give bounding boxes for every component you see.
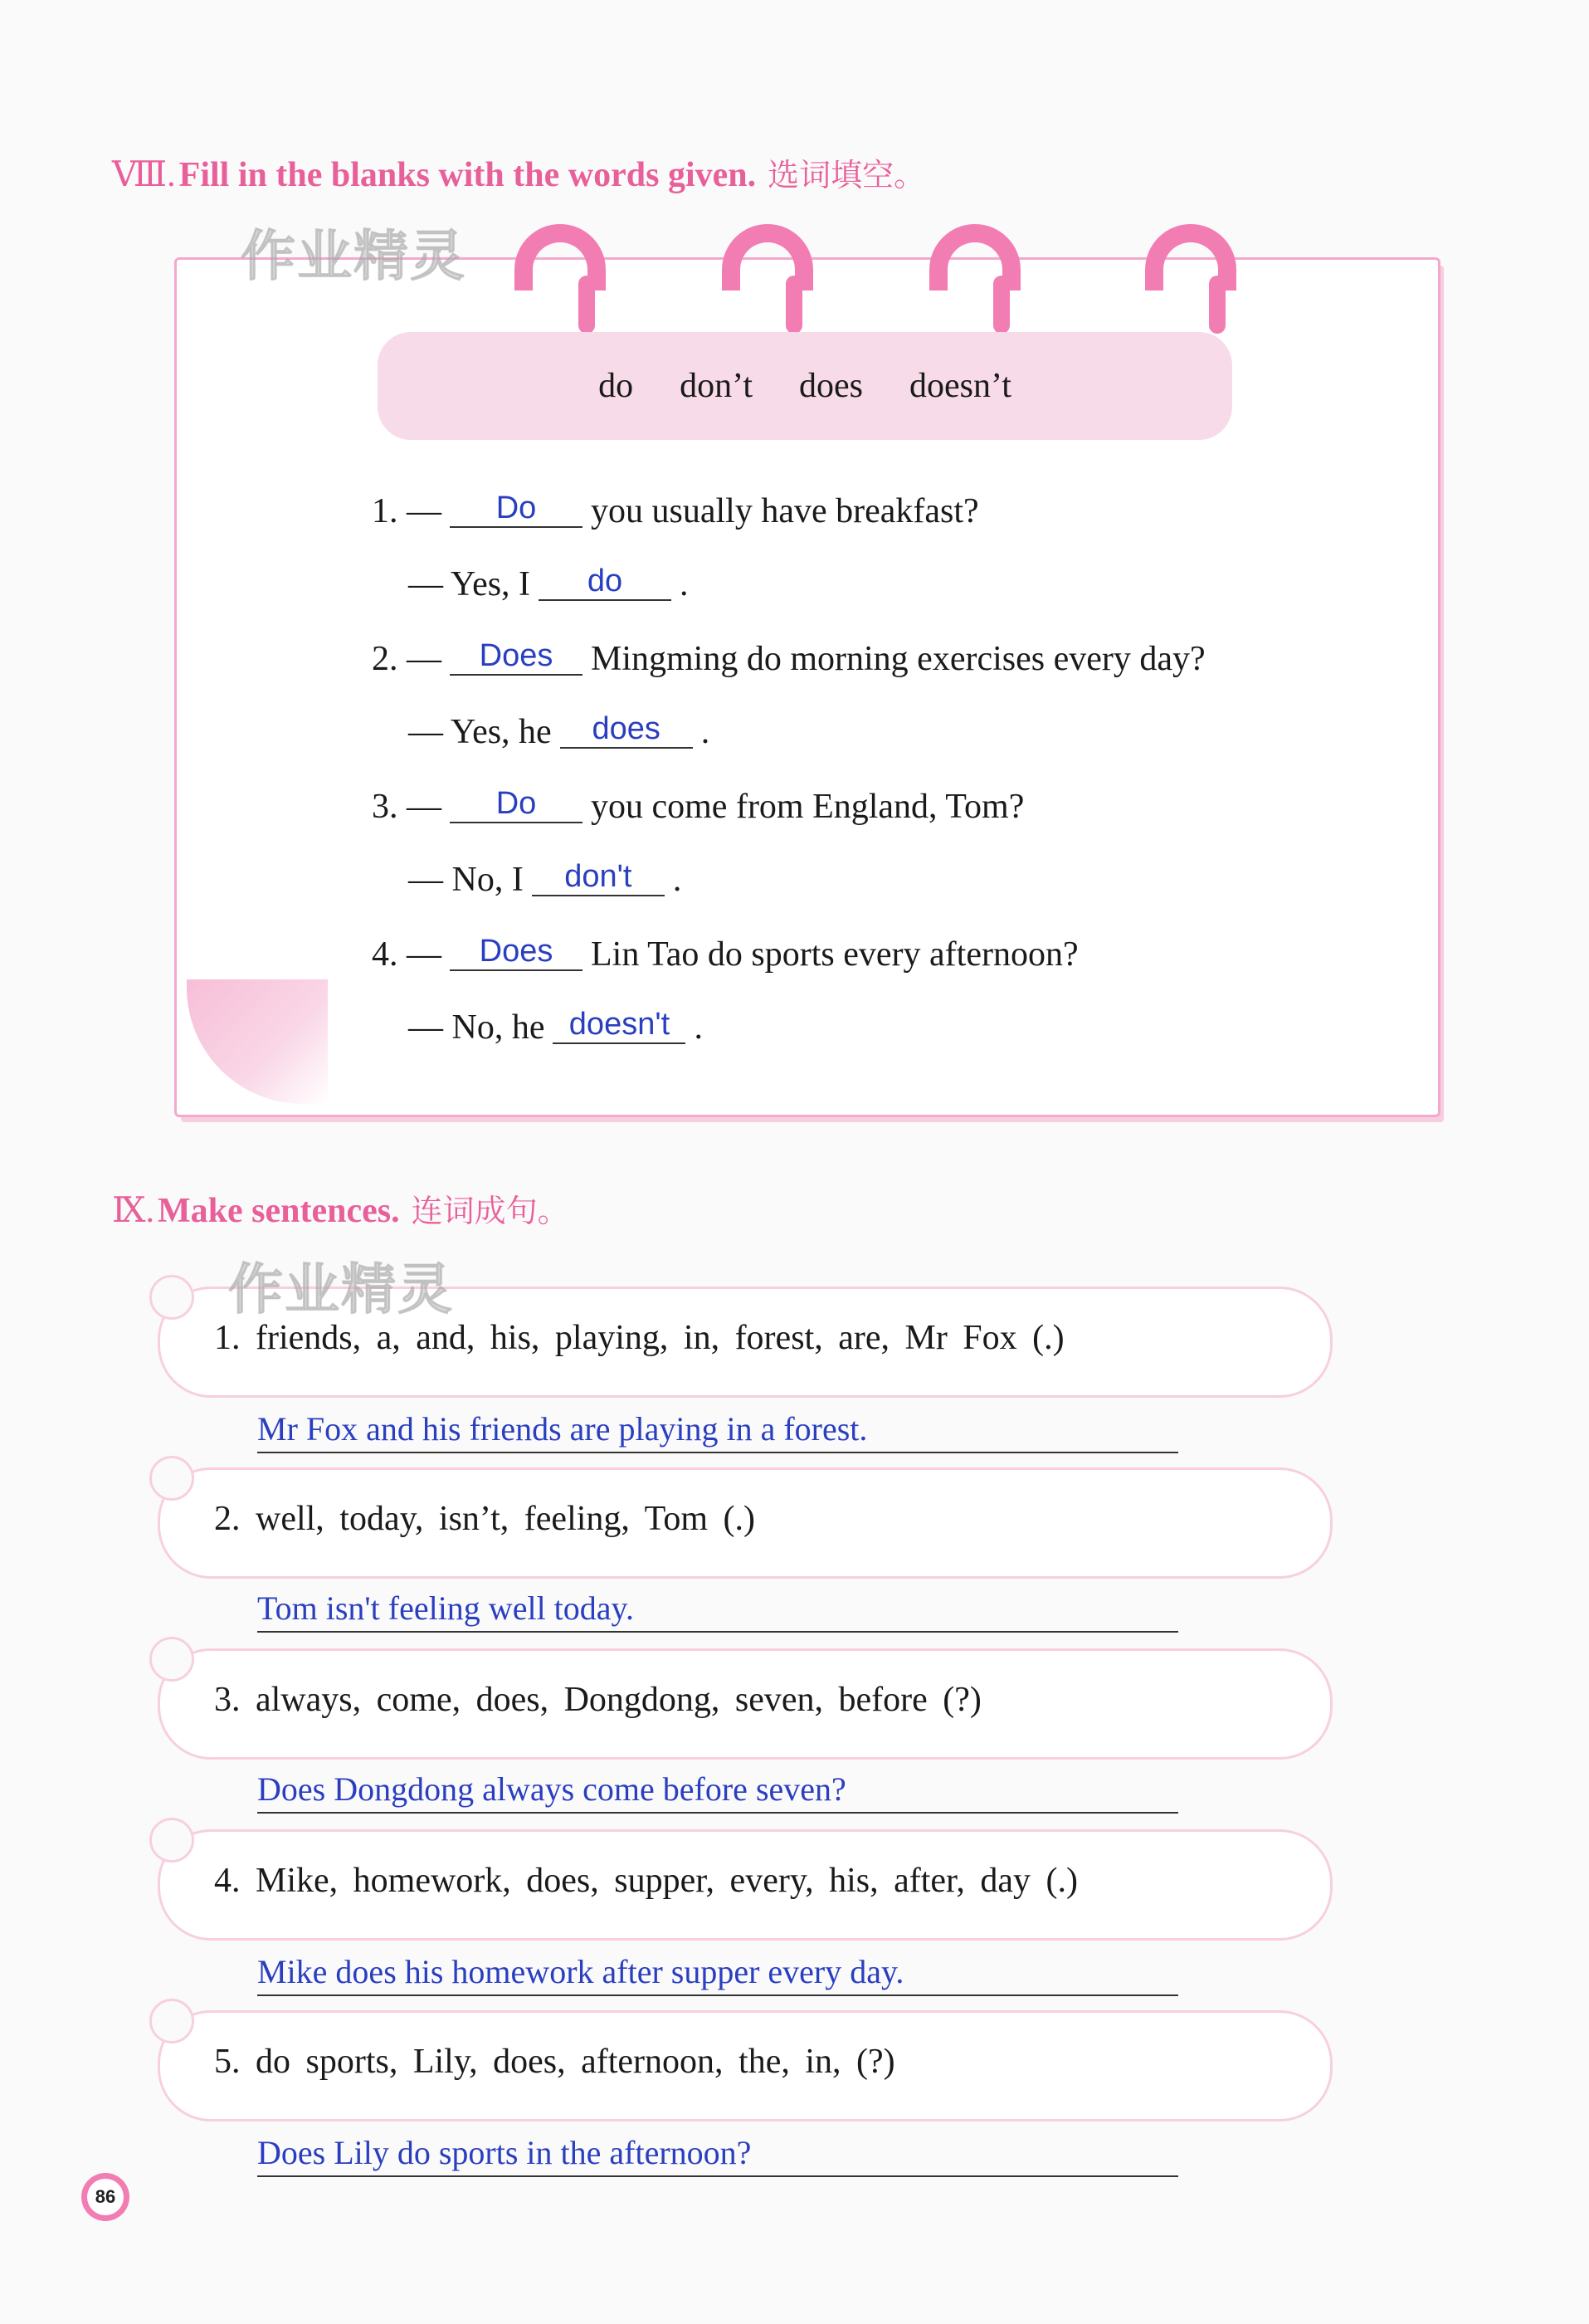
page-number-badge bbox=[81, 2173, 129, 2221]
word-bank-word: don’t bbox=[680, 367, 753, 405]
fill-question-3 bbox=[372, 787, 1024, 827]
reply-text: — Yes, he bbox=[408, 713, 552, 751]
word-bank bbox=[378, 332, 1232, 440]
pill-dot-decoration bbox=[149, 1275, 194, 1320]
dash: — bbox=[407, 935, 441, 974]
item-number: 2. bbox=[372, 640, 398, 678]
sentence-prompt-1: 1. friends, a, and, his, playing, in, forest, are, Mr Fox (.) bbox=[214, 1319, 1065, 1357]
binder-ring-icon bbox=[1145, 224, 1236, 290]
period: . bbox=[680, 565, 689, 603]
reply-text: — No, I bbox=[408, 861, 524, 899]
fill-question-4 bbox=[372, 935, 1079, 974]
answer-blank[interactable]: Do bbox=[450, 785, 582, 823]
section-8-numeral: Ⅷ. bbox=[112, 156, 176, 194]
dash: — bbox=[407, 492, 441, 530]
section-8-title: Fill in the blanks with the words given. bbox=[178, 156, 757, 194]
period: . bbox=[672, 861, 682, 899]
section-9-numeral: Ⅸ. bbox=[112, 1192, 155, 1230]
binder-ring-icon bbox=[929, 224, 1021, 290]
sentence-prompt-4: 4. Mike, homework, does, supper, every, his, after, day (.) bbox=[214, 1862, 1078, 1900]
sentence-answer-1[interactable]: Mr Fox and his friends are playing in a forest. bbox=[257, 1409, 1178, 1453]
period: . bbox=[700, 713, 710, 751]
period: . bbox=[694, 1008, 703, 1047]
binder-ring-icon bbox=[722, 224, 813, 290]
answer-blank[interactable]: do bbox=[539, 563, 671, 601]
sentence-prompt-3: 3. always, come, does, Dongdong, seven, before (?) bbox=[214, 1681, 982, 1719]
answer-blank[interactable]: Do bbox=[450, 490, 582, 528]
dash: — bbox=[407, 788, 441, 826]
answer-blank[interactable]: Does bbox=[450, 637, 582, 676]
item-number: 4. bbox=[372, 935, 398, 974]
fill-answer-3 bbox=[408, 860, 681, 900]
answer-blank[interactable]: does bbox=[560, 710, 693, 749]
word-bank-word: do bbox=[598, 367, 634, 405]
pill-dot-decoration bbox=[149, 1818, 194, 1863]
question-text: Mingming do morning exercises every day? bbox=[591, 640, 1206, 678]
fill-question-2 bbox=[372, 639, 1206, 679]
pill-dot-decoration bbox=[149, 1456, 194, 1501]
page-number: 86 bbox=[87, 2179, 124, 2215]
sentence-answer-2[interactable]: Tom isn't feeling well today. bbox=[257, 1589, 1178, 1633]
watermark: 作业精灵 bbox=[241, 224, 466, 288]
sentence-prompt-2: 2. well, today, isn’t, feeling, Tom (.) bbox=[214, 1500, 756, 1538]
question-text: Lin Tao do sports every afternoon? bbox=[591, 935, 1079, 974]
item-number: 3. bbox=[372, 788, 398, 826]
section-9-title-cn: 连词成句。 bbox=[411, 1193, 569, 1229]
word-bank-word: doesn’t bbox=[909, 367, 1011, 405]
sentence-prompt-5: 5. do sports, Lily, does, afternoon, the, in, (?) bbox=[214, 2043, 895, 2081]
sentence-answer-3[interactable]: Does Dongdong always come before seven? bbox=[257, 1770, 1178, 1814]
fill-answer-4 bbox=[408, 1008, 703, 1047]
fill-question-1 bbox=[372, 491, 979, 531]
fill-answer-2 bbox=[408, 712, 709, 752]
pill-dot-decoration bbox=[149, 1999, 194, 2043]
reply-text: — No, he bbox=[408, 1008, 545, 1047]
dash: — bbox=[407, 640, 441, 678]
sentence-answer-4[interactable]: Mike does his homework after supper every day. bbox=[257, 1952, 1178, 1996]
item-number: 1. bbox=[372, 492, 398, 530]
reply-text: — Yes, I bbox=[408, 565, 531, 603]
answer-blank[interactable]: don't bbox=[532, 858, 665, 896]
answer-blank[interactable]: Does bbox=[450, 933, 582, 971]
section-8-title-cn: 选词填空。 bbox=[768, 157, 926, 193]
pill-dot-decoration bbox=[149, 1637, 194, 1682]
binder-ring-icon bbox=[514, 224, 606, 290]
section-9-heading bbox=[112, 1185, 569, 1231]
section-9-title: Make sentences. bbox=[158, 1192, 400, 1230]
watermark: 作业精灵 bbox=[228, 1257, 454, 1321]
question-text: you usually have breakfast? bbox=[591, 492, 979, 530]
question-text: you come from England, Tom? bbox=[591, 788, 1025, 826]
fill-answer-1 bbox=[408, 564, 689, 604]
word-bank-word: does bbox=[799, 367, 863, 405]
answer-blank[interactable]: doesn't bbox=[553, 1006, 685, 1044]
sentence-answer-5[interactable]: Does Lily do sports in the afternoon? bbox=[257, 2133, 1178, 2177]
section-8-heading bbox=[112, 149, 925, 195]
